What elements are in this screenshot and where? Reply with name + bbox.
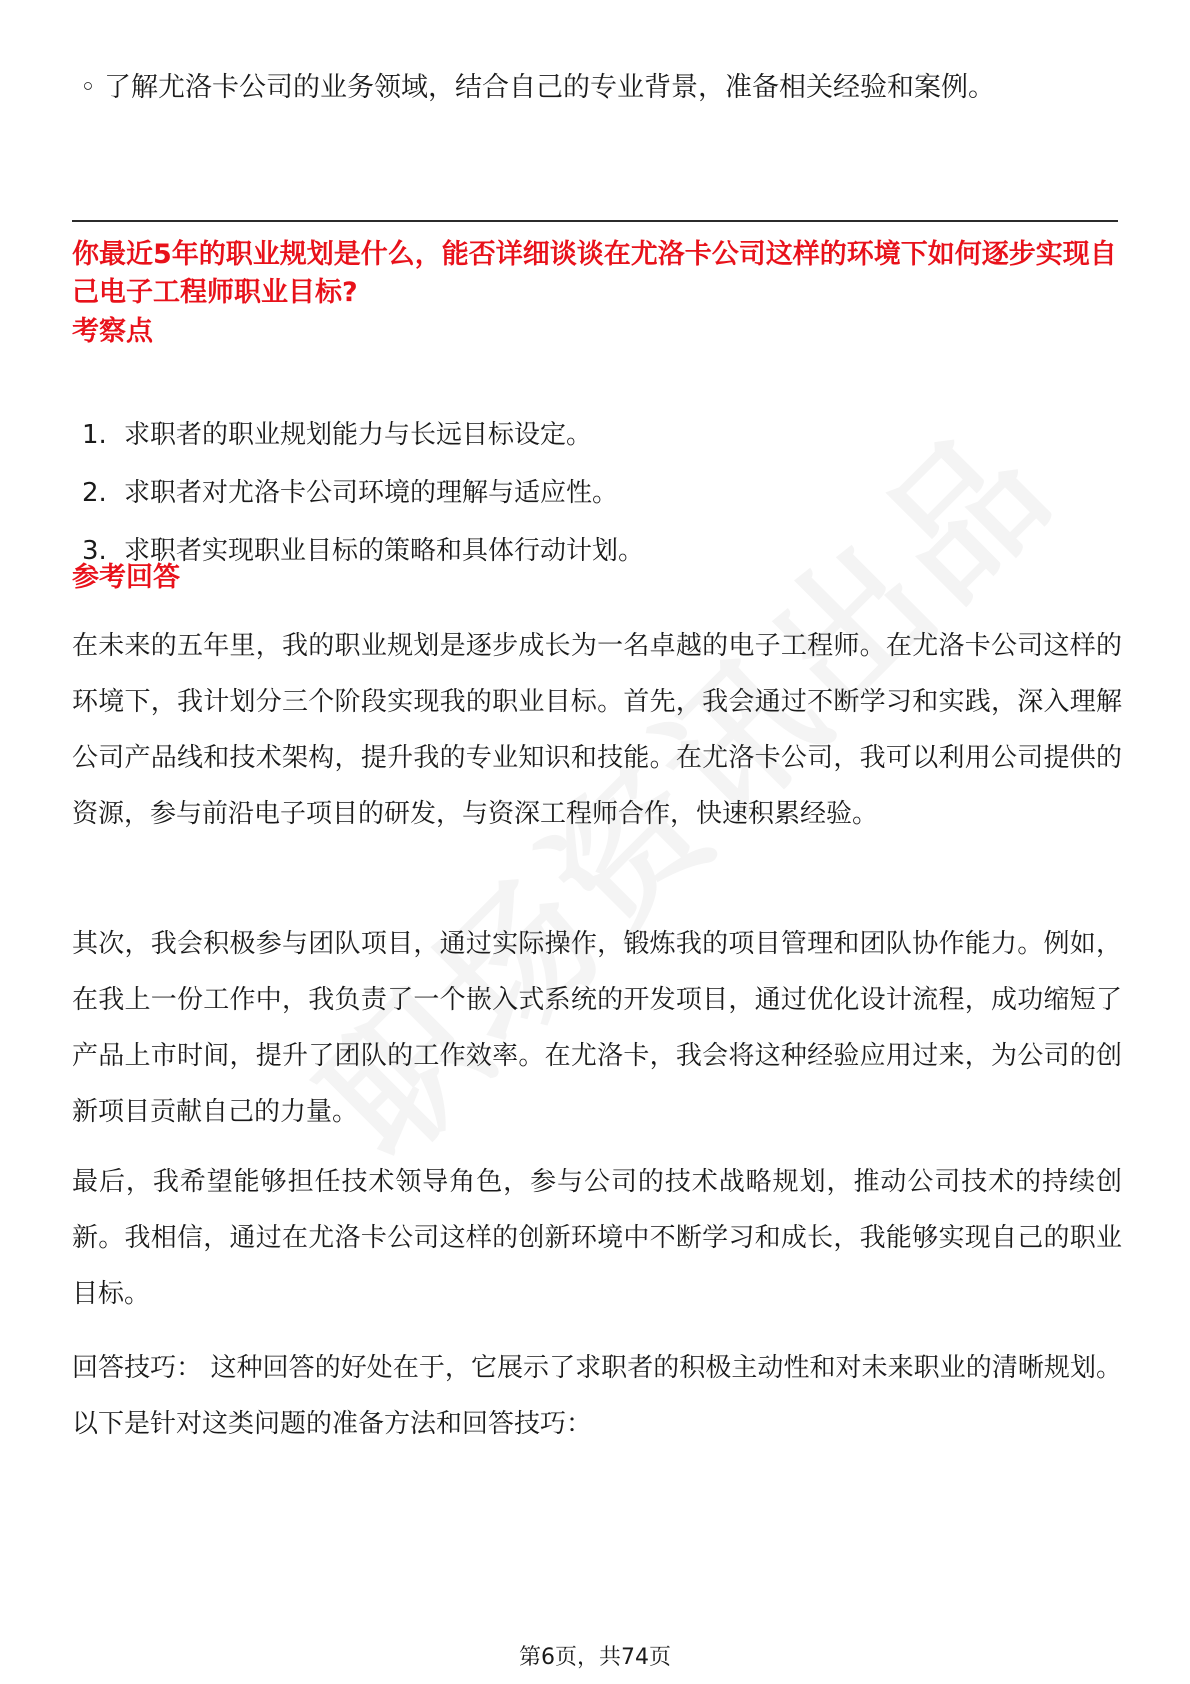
answer-paragraph: 最后，我希望能够担任技术领导角色，参与公司的技术战略规划，推动公司技术的持续创新。我相信，通过在尤洛卡公司这样的创新环境中不断学习和成长，我能够实现自己的职业目标。	[72, 1167, 1122, 1309]
list-text: 求职者的职业规划能力与长远目标设定。	[124, 420, 593, 450]
focus-points-heading: 考察点	[72, 316, 153, 347]
bullet-text: 了解尤洛卡公司的业务领域，结合自己的专业背景，准备相关经验和案例。	[104, 72, 995, 103]
list-item	[82, 406, 1082, 464]
bullet-item	[80, 58, 1040, 118]
page-footer: 第6页，共74页	[519, 1645, 671, 1670]
question-heading: 你最近5年的职业规划是什么，能否详细谈谈在尤洛卡公司这样的环境下如何逐步实现自己电子工程师职业目标?	[72, 239, 1117, 308]
bullet-marker: ◦	[80, 72, 96, 103]
section-divider	[72, 220, 1118, 222]
list-number: 3.	[82, 536, 107, 566]
list-item	[82, 522, 1082, 580]
focus-points-list	[82, 406, 1082, 580]
list-number: 1.	[82, 420, 107, 450]
list-item	[82, 464, 1082, 522]
answer-paragraph: 在未来的五年里，我的职业规划是逐步成长为一名卓越的电子工程师。在尤洛卡公司这样的环境下，我计划分三个阶段实现我的职业目标。首先，我会通过不断学习和实践，深入理解公司产品线和技术架构，提升我的专业知识和技能。在尤洛卡公司，我可以利用公司提供的资源，参与前沿电子项目的研发，与资深工程师合作，快速积累经验。	[72, 631, 1122, 829]
list-text: 求职者对尤洛卡公司环境的理解与适应性。	[124, 478, 619, 508]
reference-answer-heading: 参考回答	[72, 562, 180, 593]
answer-tips-paragraph: 回答技巧： 这种回答的好处在于，它展示了求职者的积极主动性和对未来职业的清晰规划。以下是针对这类问题的准备方法和回答技巧：	[72, 1353, 1122, 1439]
list-text: 求职者实现职业目标的策略和具体行动计划。	[124, 536, 645, 566]
list-number: 2.	[82, 478, 107, 508]
answer-paragraph: 其次，我会积极参与团队项目，通过实际操作，锻炼我的项目管理和团队协作能力。例如，在我上一份工作中，我负责了一个嵌入式系统的开发项目，通过优化设计流程，成功缩短了产品上市时间，提升了团队的工作效率。在尤洛卡，我会将这种经验应用过来，为公司的创新项目贡献自己的力量。	[72, 929, 1122, 1127]
